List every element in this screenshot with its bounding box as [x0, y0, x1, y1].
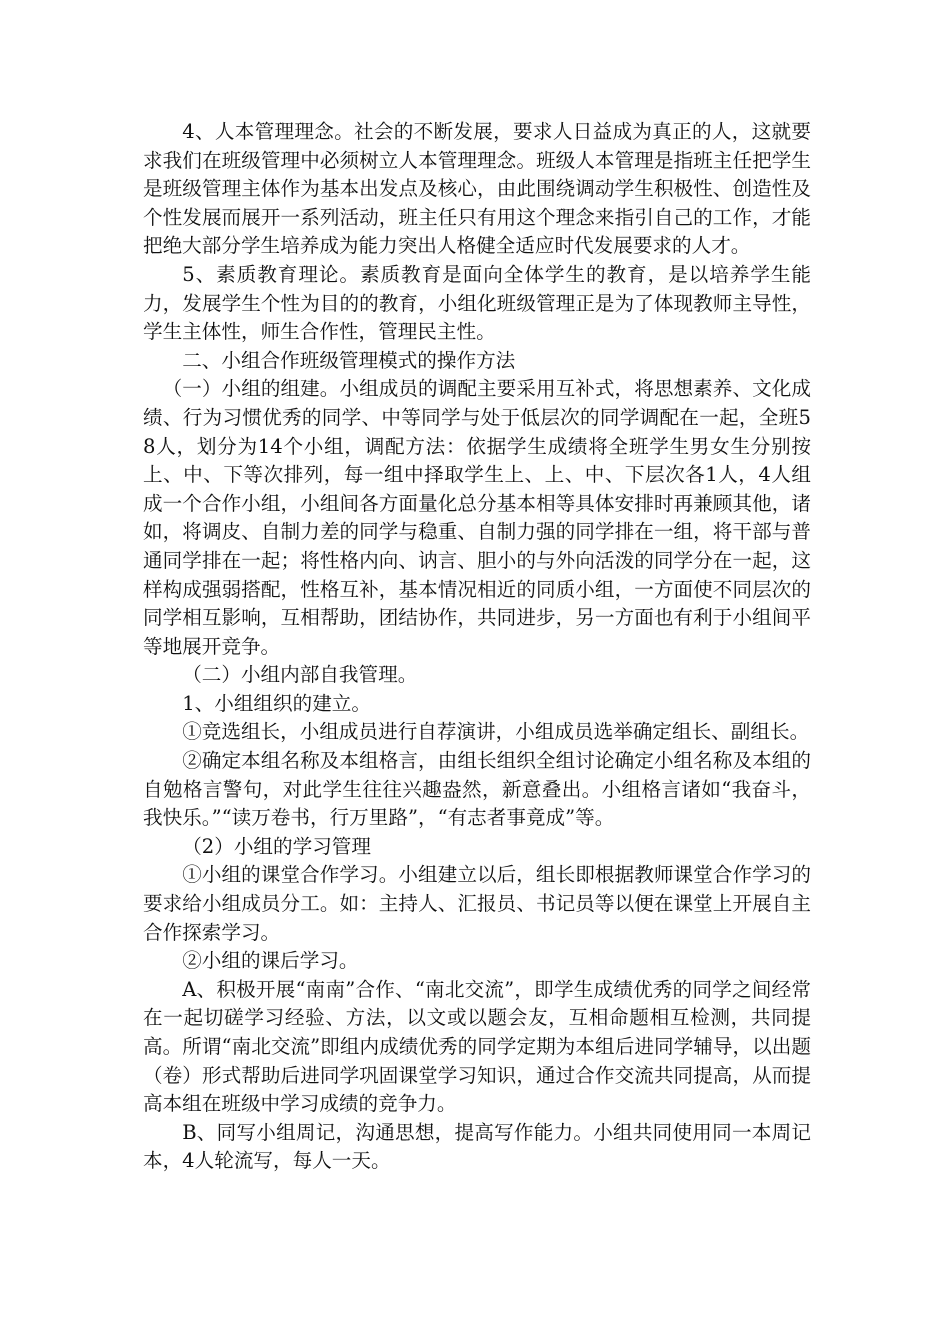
- paragraph-south-north-exchange: A、积极开展“南南”合作、“南北交流”，即学生成绩优秀的同学之间经常在一起切磋学习经验、方法，以文或以题会友，互相命题相互检测，共同提高。所谓“南北交流”即组内成绩优秀的同学定期为本组后进同学辅导，以出题（卷）形式帮助后进同学巩固课堂学习知识，通过合作交流共同提高，从而提高本组在班级中学习成绩的竞争力。: [143, 977, 811, 1116]
- section-heading-operation-methods: 二、小组合作班级管理模式的操作方法: [182, 348, 516, 372]
- paragraph-after-class-study: ②小组的课后学习。: [182, 949, 359, 973]
- paragraph-quality-education: 5、素质教育理论。素质教育是面向全体学生的教育，是以培养学生能力，发展学生个性为目的的教育，小组化班级管理正是为了体现教师主导性，学生主体性，师生合作性，管理民主性。: [143, 262, 811, 344]
- paragraph-group-name-motto: ②确定本组名称及本组格言，由组长组织全组讨论确定小组名称及本组的自勉格言警句，对此学生往往兴趣盎然，新意叠出。小组格言诸如“我奋斗，我快乐。”“读万卷书，行万里路”，“有志者事竟成”等。: [143, 749, 811, 830]
- subsection-heading-study-management: （2）小组的学习管理: [182, 834, 371, 858]
- paragraph-humanistic-management: 4、人本管理理念。社会的不断发展，要求人日益成为真正的人，这就要求我们在班级管理中必须树立人本管理理念。班级人本管理是指班主任把学生是班级管理主体作为基本出发点及核心，由此围绕调动学生积极性、创造性及个性发展而展开一系列活动，班主任只有用这个理念来指引自己的工作，才能把绝大部分学生培养成为能力突出人格健全适应时代发展要求的人才。: [143, 120, 811, 258]
- subsection-heading-self-management: （二）小组内部自我管理。: [182, 663, 418, 687]
- paragraph-elect-leader: ①竞选组长，小组成员进行自荐演讲，小组成员选举确定组长、副组长。: [182, 720, 810, 744]
- paragraph-group-formation: （一）小组的组建。小组成员的调配主要采用互补式，将思想素养、文化成绩、行为习惯优秀的同学、中等同学与处于低层次的同学调配在一起，全班58人，划分为14个小组，调配方法：依据学生成绩将全班学生男女生分别按上、中、下等次排列，每一组中择取学生上、上、中、下层次各1人，4人组成一个合作小组，小组间各方面量化总分基本相等具体安排时再兼顾其他，诸如，将调皮、自制力差的同学与稳重、自制力强的同学排在一组，将干部与普通同学排在一起；将性格内向、讷言、胆小的与外向活泼的同学分在一起，这样构成强弱搭配，性格互补，基本情况相近的同质小组，一方面使不同层次的同学相互影响，互相帮助，团结协作，共同进步，另一方面也有利于小组间平等地展开竞争。: [143, 377, 811, 658]
- document-page: [143, 118, 811, 1176]
- paragraph-group-weekly-journal: B、同写小组周记，沟通思想，提高写作能力。小组共同使用同一本周记本，4人轮流写，每人一天。: [143, 1120, 811, 1173]
- paragraph-group-organization: 1、小组组织的建立。: [182, 691, 371, 715]
- paragraph-classroom-cooperation: ①小组的课堂合作学习。小组建立以后，组长即根据教师课堂合作学习的要求给小组成员分工。如：主持人、汇报员、书记员等以便在课堂上开展自主合作探索学习。: [143, 863, 811, 944]
